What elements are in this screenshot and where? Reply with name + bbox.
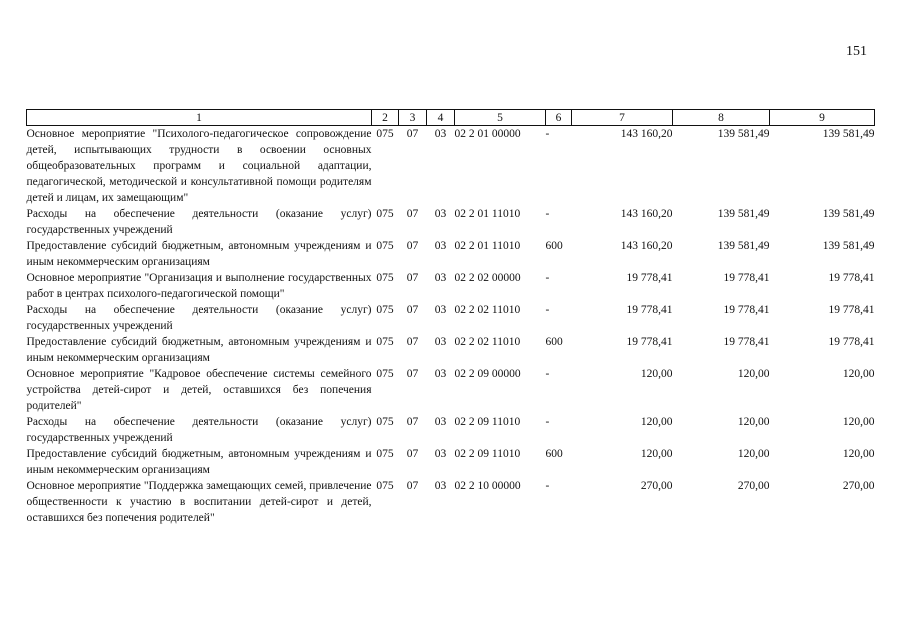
amount-col9: 139 581,49 — [822, 128, 875, 140]
expense-type-code: - — [545, 304, 550, 316]
expense-type-code: - — [545, 416, 550, 428]
header-row — [27, 110, 875, 126]
amount-col9: 19 778,41 — [828, 304, 875, 316]
section-code: 07 — [406, 272, 419, 284]
row-description: Основное мероприятие "Психолого-педагогическое сопровождение детей, испытывающих трудности в освоении основных общеобразовательных программ и социальной адаптации, педагогической, методической и консультативной помощи родителям детей и лицам, их замещающим" — [26, 128, 372, 204]
amount-col9: 120,00 — [842, 448, 875, 460]
expense-type-code: - — [545, 272, 550, 284]
target-article-code: 02 2 02 11010 — [454, 336, 521, 348]
amount-col7: 143 160,20 — [620, 128, 673, 140]
table-row — [27, 414, 875, 446]
table-row — [27, 446, 875, 478]
subsection-code: 03 — [434, 240, 447, 252]
header-cell: 6 — [546, 110, 572, 126]
expense-type-code: - — [545, 368, 550, 380]
amount-col8: 139 581,49 — [717, 240, 770, 252]
target-article-code: 02 2 01 11010 — [454, 240, 521, 252]
amount-col8: 19 778,41 — [723, 272, 770, 284]
amount-col8: 270,00 — [737, 480, 770, 492]
target-article-code: 02 2 02 11010 — [454, 304, 521, 316]
target-article-code: 02 2 02 00000 — [454, 272, 521, 284]
section-code: 07 — [406, 240, 419, 252]
table-row — [27, 270, 875, 302]
header-cell: 7 — [572, 110, 673, 126]
expense-type-code: 600 — [545, 336, 563, 348]
amount-col8: 120,00 — [737, 448, 770, 460]
amount-col7: 270,00 — [640, 480, 673, 492]
ministry-code: 075 — [376, 272, 394, 284]
ministry-code: 075 — [376, 480, 394, 492]
table-body — [27, 126, 875, 527]
amount-col8: 19 778,41 — [723, 304, 770, 316]
ministry-code: 075 — [376, 208, 394, 220]
table-row — [27, 206, 875, 238]
section-code: 07 — [406, 448, 419, 460]
header-cell: 4 — [427, 110, 455, 126]
target-article-code: 02 2 01 11010 — [454, 208, 521, 220]
subsection-code: 03 — [434, 128, 447, 140]
subsection-code: 03 — [434, 368, 447, 380]
ministry-code: 075 — [376, 416, 394, 428]
ministry-code: 075 — [376, 448, 394, 460]
expense-type-code: - — [545, 128, 550, 140]
section-code: 07 — [406, 208, 419, 220]
ministry-code: 075 — [376, 304, 394, 316]
target-article-code: 02 2 01 00000 — [454, 128, 521, 140]
row-description: Расходы на обеспечение деятельности (оказание услуг) государственных учреждений — [26, 208, 372, 236]
amount-col9: 19 778,41 — [828, 272, 875, 284]
amount-col9: 120,00 — [842, 368, 875, 380]
amount-col7: 120,00 — [640, 448, 673, 460]
header-cell: 8 — [673, 110, 770, 126]
amount-col8: 120,00 — [737, 416, 770, 428]
expense-type-code: 600 — [545, 240, 563, 252]
ministry-code: 075 — [376, 368, 394, 380]
table-row — [27, 334, 875, 366]
section-code: 07 — [406, 304, 419, 316]
subsection-code: 03 — [434, 304, 447, 316]
ministry-code: 075 — [376, 128, 394, 140]
row-description: Предоставление субсидий бюджетным, автономным учреждениям и иным некоммерческим организациям — [26, 448, 372, 476]
subsection-code: 03 — [434, 416, 447, 428]
expense-type-code: - — [545, 208, 550, 220]
table-row — [27, 366, 875, 414]
amount-col7: 19 778,41 — [626, 272, 673, 284]
ministry-code: 075 — [376, 336, 394, 348]
row-description: Расходы на обеспечение деятельности (оказание услуг) государственных учреждений — [26, 416, 372, 444]
table-row — [27, 238, 875, 270]
page-number: 151 — [846, 44, 867, 59]
header-cell: 5 — [455, 110, 546, 126]
header-cell: 1 — [27, 110, 372, 126]
expense-type-code: - — [545, 480, 550, 492]
amount-col7: 143 160,20 — [620, 208, 673, 220]
section-code: 07 — [406, 480, 419, 492]
section-code: 07 — [406, 128, 419, 140]
amount-col7: 19 778,41 — [626, 304, 673, 316]
ministry-code: 075 — [376, 240, 394, 252]
amount-col8: 139 581,49 — [717, 128, 770, 140]
amount-col8: 120,00 — [737, 368, 770, 380]
budget-table — [26, 109, 875, 526]
table-row — [27, 126, 875, 207]
row-description: Основное мероприятие "Организация и выполнение государственных работ в центрах психолого-педагогической помощи" — [26, 272, 372, 300]
row-description: Основное мероприятие "Кадровое обеспечение системы семейного устройства детей-сирот и детей, оставшихся без попечения родителей" — [26, 368, 372, 412]
header-cell: 3 — [399, 110, 427, 126]
subsection-code: 03 — [434, 448, 447, 460]
row-description: Основное мероприятие "Поддержка замещающих семей, привлечение общественности к участию в воспитании детей-сирот и детей, оставшихся без попечения родителей" — [26, 480, 372, 524]
header-cell: 9 — [770, 110, 875, 126]
section-code: 07 — [406, 416, 419, 428]
section-code: 07 — [406, 336, 419, 348]
amount-col8: 19 778,41 — [723, 336, 770, 348]
amount-col8: 139 581,49 — [717, 208, 770, 220]
amount-col9: 120,00 — [842, 416, 875, 428]
target-article-code: 02 2 09 00000 — [454, 368, 521, 380]
target-article-code: 02 2 09 11010 — [454, 448, 521, 460]
subsection-code: 03 — [434, 480, 447, 492]
amount-col7: 143 160,20 — [620, 240, 673, 252]
row-description: Предоставление субсидий бюджетным, автономным учреждениям и иным некоммерческим организациям — [26, 240, 372, 268]
amount-col7: 19 778,41 — [626, 336, 673, 348]
amount-col9: 270,00 — [842, 480, 875, 492]
row-description: Предоставление субсидий бюджетным, автономным учреждениям и иным некоммерческим организациям — [26, 336, 372, 364]
subsection-code: 03 — [434, 336, 447, 348]
header-cell: 2 — [372, 110, 399, 126]
table-row — [27, 302, 875, 334]
row-description: Расходы на обеспечение деятельности (оказание услуг) государственных учреждений — [26, 304, 372, 332]
subsection-code: 03 — [434, 272, 447, 284]
subsection-code: 03 — [434, 208, 447, 220]
section-code: 07 — [406, 368, 419, 380]
table-row — [27, 478, 875, 526]
target-article-code: 02 2 10 00000 — [454, 480, 521, 492]
amount-col7: 120,00 — [640, 368, 673, 380]
amount-col9: 139 581,49 — [822, 208, 875, 220]
target-article-code: 02 2 09 11010 — [454, 416, 521, 428]
amount-col7: 120,00 — [640, 416, 673, 428]
expense-type-code: 600 — [545, 448, 563, 460]
amount-col9: 19 778,41 — [828, 336, 875, 348]
amount-col9: 139 581,49 — [822, 240, 875, 252]
